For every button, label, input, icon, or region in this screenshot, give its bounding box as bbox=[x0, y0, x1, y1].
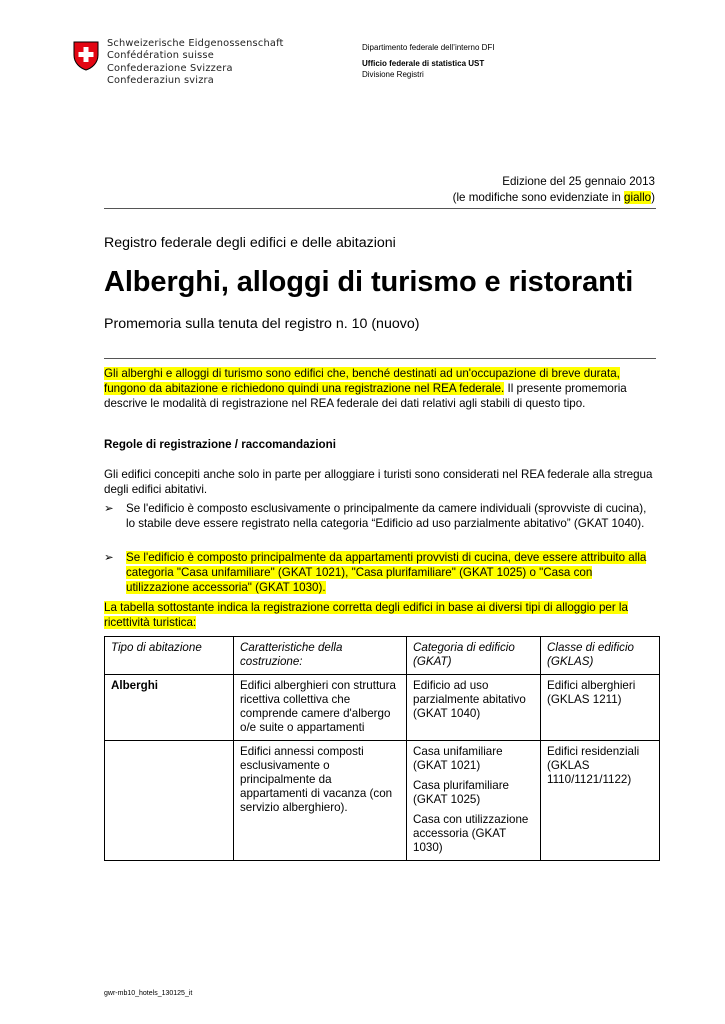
edition-highlight-word: giallo bbox=[624, 191, 652, 204]
category-entry: Casa con utilizzazione accessoria (GKAT 1030) bbox=[413, 813, 529, 854]
document-title: Alberghi, alloggi di turismo e ristoranti bbox=[104, 266, 634, 298]
table-header-cell: Categoria di edificio (GKAT) bbox=[407, 637, 541, 675]
table-intro-paragraph bbox=[104, 600, 656, 630]
confederation-names bbox=[107, 38, 284, 87]
intro-paragraph bbox=[104, 366, 656, 411]
swiss-coat-of-arms-icon bbox=[73, 41, 99, 71]
section-heading: Regole di registrazione / raccomandazioni bbox=[104, 438, 336, 451]
edition-changes-note bbox=[453, 190, 655, 206]
document-subtitle: Registro federale degli edifici e delle abitazioni bbox=[104, 235, 396, 251]
memo-number: Promemoria sulla tenuta del registro n. 10 (nuovo) bbox=[104, 316, 420, 332]
intro-text: Il presente promemoria descrive le modalità di registrazione nel REA federale dei dati relativi agli stabili di questo tipo. bbox=[104, 382, 627, 410]
bullet-item bbox=[104, 501, 656, 531]
table-row bbox=[105, 675, 660, 741]
table-cell-features: Edifici alberghieri con struttura ricettiva collettiva che comprende camere d'albergo o/e suite o appartamenti bbox=[234, 675, 407, 741]
edition-note bbox=[453, 174, 655, 206]
table-cell-type: Alberghi bbox=[105, 675, 234, 741]
table-header-row bbox=[105, 637, 660, 675]
confederation-name-de: Schweizerische Eidgenossenschaft bbox=[107, 38, 284, 49]
department-name: Dipartimento federale dell’interno DFI bbox=[362, 43, 495, 52]
office-block bbox=[362, 58, 484, 80]
confederation-name-fr: Confédération suisse bbox=[107, 50, 214, 62]
title-divider bbox=[104, 358, 656, 359]
arrow-bullet-icon: ➢ bbox=[104, 551, 114, 564]
table-header-cell: Caratteristiche della costruzione: bbox=[234, 637, 407, 675]
confederation-name-rm: Confederaziun svizra bbox=[107, 74, 214, 86]
intro-highlighted-text: Gli alberghi e alloggi di turismo sono edifici che, benché destinati ad un'occupazione di breve durata, fungono da abitazione e richiedono quindi una registrazione nel REA federale. bbox=[104, 367, 620, 395]
table-cell-features: Edifici annessi composti esclusivamente o principalmente da appartamenti di vacanza (con servizio alberghiero). bbox=[234, 741, 407, 861]
arrow-bullet-icon: ➢ bbox=[104, 502, 114, 515]
table-cell-category bbox=[407, 741, 541, 861]
table-cell-category: Edificio ad uso parzialmente abitativo (GKAT 1040) bbox=[407, 675, 541, 741]
division-name: Divisione Registri bbox=[362, 70, 424, 79]
category-entry: Casa plurifamiliare (GKAT 1025) bbox=[413, 779, 510, 806]
document-footer-id: gwr-mb10_hotels_130125_it bbox=[104, 990, 193, 997]
office-name: Ufficio federale di statistica UST bbox=[362, 59, 485, 68]
table-cell-class: Edifici residenziali (GKLAS 1110/1121/1122) bbox=[541, 741, 660, 861]
table-header-cell: Classe di edificio (GKLAS) bbox=[541, 637, 660, 675]
table-cell-class: Edifici alberghieri (GKLAS 1211) bbox=[541, 675, 660, 741]
table-cell-type-empty bbox=[105, 741, 234, 861]
bullet-text-highlighted: Se l'edificio è composto principalmente da appartamenti provvisti di cucina, deve essere attribuito alla categoria "Casa unifamiliare" (GKAT 1021), "Casa plurifamiliare" (GKAT 1025) o "Casa con utilizzazione accessoria" (GKAT 1030). bbox=[126, 551, 647, 594]
rules-intro-paragraph: Gli edifici concepiti anche solo in parte per alloggiare i turisti sono considerati nel REA federale alla stregua degli edifici abitativi. bbox=[104, 468, 653, 496]
edition-date: Edizione del 25 gennaio 2013 bbox=[502, 175, 655, 188]
edition-note-suffix: ) bbox=[651, 191, 655, 204]
header-divider bbox=[104, 208, 656, 209]
registration-table bbox=[104, 636, 660, 861]
table-row bbox=[105, 741, 660, 861]
category-entry: Casa unifamiliare (GKAT 1021) bbox=[413, 745, 503, 772]
confederation-name-it: Confederazione Svizzera bbox=[107, 62, 233, 74]
bullet-item bbox=[104, 550, 656, 595]
table-header-cell: Tipo di abitazione bbox=[105, 637, 234, 675]
bullet-text: Se l'edificio è composto esclusivamente o principalmente da camere individuali (sprovviste di cucina), lo stabile deve essere registrato nella categoria “Edificio ad uso parzialmente abitativo” (GKAT 1040). bbox=[126, 502, 647, 530]
edition-note-prefix: (le modifiche sono evidenziate in bbox=[452, 191, 625, 204]
table-intro-highlighted-text: La tabella sottostante indica la registrazione corretta degli edifici in base ai diversi tipi di alloggio per la ricettività turistica: bbox=[104, 601, 628, 629]
